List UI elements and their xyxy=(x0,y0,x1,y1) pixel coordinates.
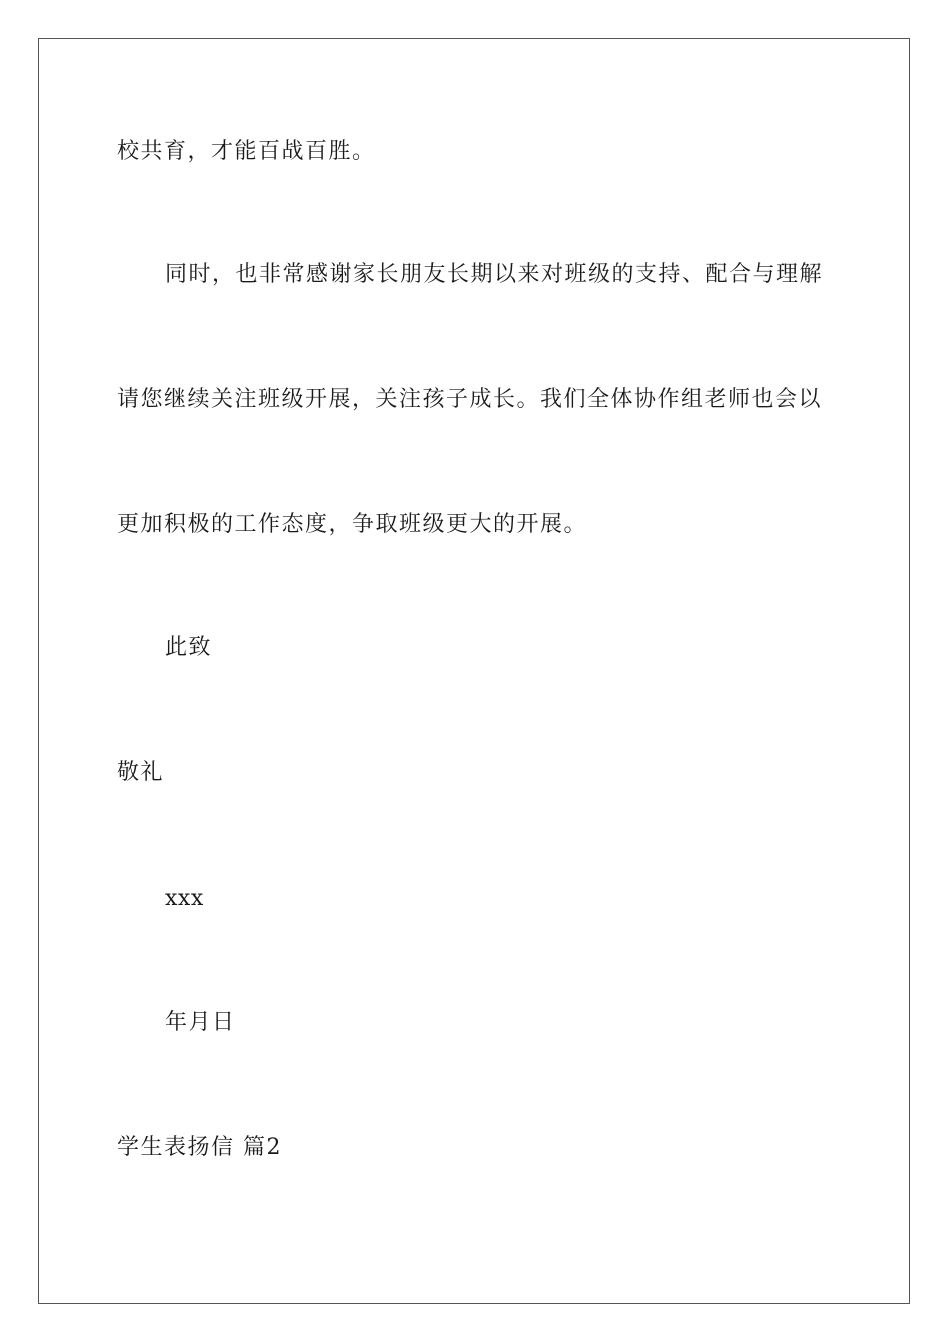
paragraph-line-1: 校共育，才能百战百胜。 xyxy=(117,139,376,164)
paragraph-line-4: 更加积极的工作态度，争取班级更大的开展。 xyxy=(117,512,588,537)
page-frame xyxy=(38,38,910,1304)
section-heading: 学生表扬信 篇2 xyxy=(117,1135,282,1160)
signature-name: xxx xyxy=(165,886,204,911)
signature-date: 年月日 xyxy=(165,1010,236,1035)
paragraph-line-3: 请您继续关注班级开展，关注孩子成长。我们全体协作组老师也会以 xyxy=(117,387,823,412)
closing-regards: 敬礼 xyxy=(117,760,165,785)
paragraph-line-2: 同时，也非常感谢家长朋友长期以来对班级的支持、配合与理解 xyxy=(165,262,824,287)
closing-salutation: 此致 xyxy=(165,635,213,660)
